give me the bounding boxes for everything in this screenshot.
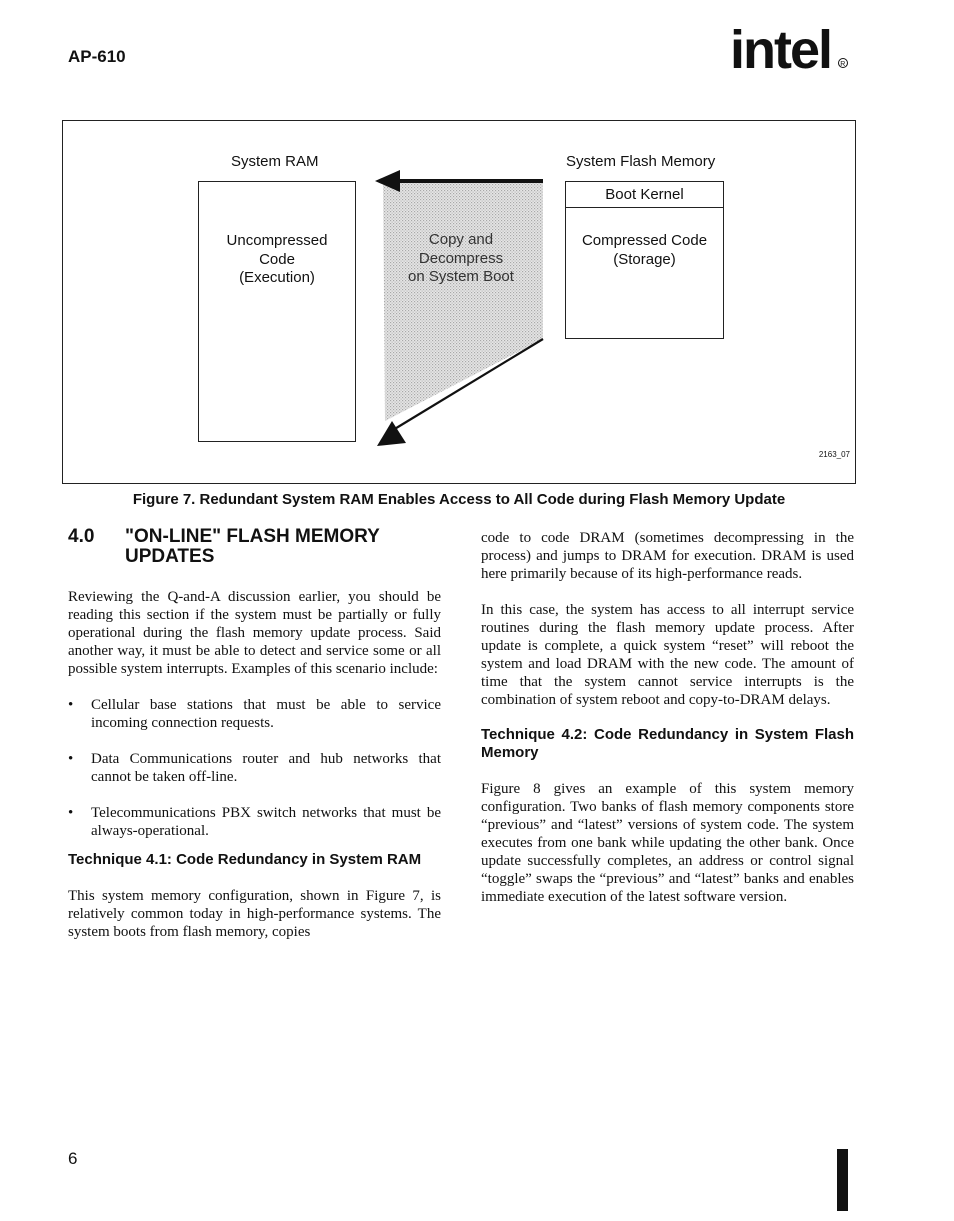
arrow-label-line: on System Boot	[408, 268, 514, 285]
technique-4-2-heading: Technique 4.2: Code Redundancy in System Flash Memory	[481, 726, 854, 761]
technique-4-1-heading: Technique 4.1: Code Redundancy in System RAM	[68, 851, 422, 868]
technique-4-1-paragraph: This system memory configuration, shown in Figure 7, is relatively common today in high-performance systems. The system boots from flash memory, copies	[68, 888, 441, 940]
figure-id: 2163_07	[818, 450, 850, 459]
list-item-text: Data Communications router and hub networks that cannot be taken off-line.	[91, 751, 441, 785]
page-number: 6	[68, 1149, 78, 1168]
system-ram-title: System RAM	[231, 153, 319, 170]
flash-label-line: (Storage)	[613, 250, 676, 268]
page-edge-bar	[837, 1149, 848, 1211]
section-title-line: UPDATES	[125, 546, 215, 567]
ram-box-label	[199, 232, 355, 288]
ram-label-line: (Execution)	[239, 269, 315, 286]
technique-4-1-paragraph-continued: code to code DRAM (sometimes decompressing in the process) and jumps to DRAM for execution. DRAM is used here primarily because of its high-performance reads.	[481, 530, 854, 582]
ram-label-line: Uncompressed	[226, 232, 328, 249]
arrow-label-line: Decompress	[418, 249, 504, 267]
section-heading	[68, 527, 441, 567]
boot-kernel-label: Boot Kernel	[566, 182, 723, 208]
list-item-text: Telecommunications PBX switch networks that must be always-operational.	[91, 805, 441, 839]
right-column	[481, 529, 854, 906]
list-item	[68, 804, 441, 840]
svg-text:R: R	[840, 61, 846, 68]
list-item	[68, 696, 441, 732]
arrow-shaded-band	[383, 181, 543, 421]
flash-box-label	[566, 232, 723, 269]
system-flash-title: System Flash Memory	[566, 153, 716, 170]
flash-label-line: Compressed Code	[581, 232, 708, 249]
left-column	[68, 527, 441, 941]
logo-text: intel	[730, 20, 832, 80]
ram-label-line: Code	[259, 250, 295, 268]
technique-4-2-paragraph: Figure 8 gives an example of this system memory configuration. Two banks of flash memory components store “previous” and “latest” versions of system code. The system executes from one bank while updating the other bank. Once update successfully completes, an address or control signal “toggle” swaps the “previous” and “latest” banks and enables immediate execution of the latest software version.	[481, 781, 854, 905]
arrow-label	[381, 231, 541, 287]
arrow-label-line: Copy and	[428, 231, 494, 248]
bullet-icon: •	[68, 697, 74, 713]
intel-logo	[728, 18, 858, 80]
system-flash-box	[565, 181, 724, 339]
figure-7	[62, 120, 856, 484]
intro-paragraph: Reviewing the Q-and-A discussion earlier, you should be reading this section if the system must be partially or fully operational during the flash memory update process. Said another way, it must be able to detect and service some or all possible system interrupts. Examples of this scenario include:	[68, 589, 441, 677]
technique-4-1-paragraph-2: In this case, the system has access to all interrupt service routines during the flash memory update process. After update is complete, a quick system “reset” will reboot the system and load DRAM with the new code. The amount of time that the system cannot service interrupts is the combination of system reboot and copy-to-DRAM delays.	[481, 602, 854, 708]
section-number: 4.0	[68, 526, 95, 547]
copy-decompress-arrow	[63, 121, 857, 485]
figure-caption: Figure 7. Redundant System RAM Enables Access to All Code during Flash Memory Update	[132, 491, 786, 508]
system-ram-box	[198, 181, 356, 442]
list-item	[68, 750, 441, 786]
list-item-text: Cellular base stations that must be able to service incoming connection requests.	[91, 697, 441, 731]
document-id: AP-610	[68, 47, 126, 66]
section-title-line: "ON-LINE" FLASH MEMORY	[125, 526, 380, 547]
bullet-icon: •	[68, 805, 74, 821]
bullet-icon: •	[68, 751, 74, 767]
